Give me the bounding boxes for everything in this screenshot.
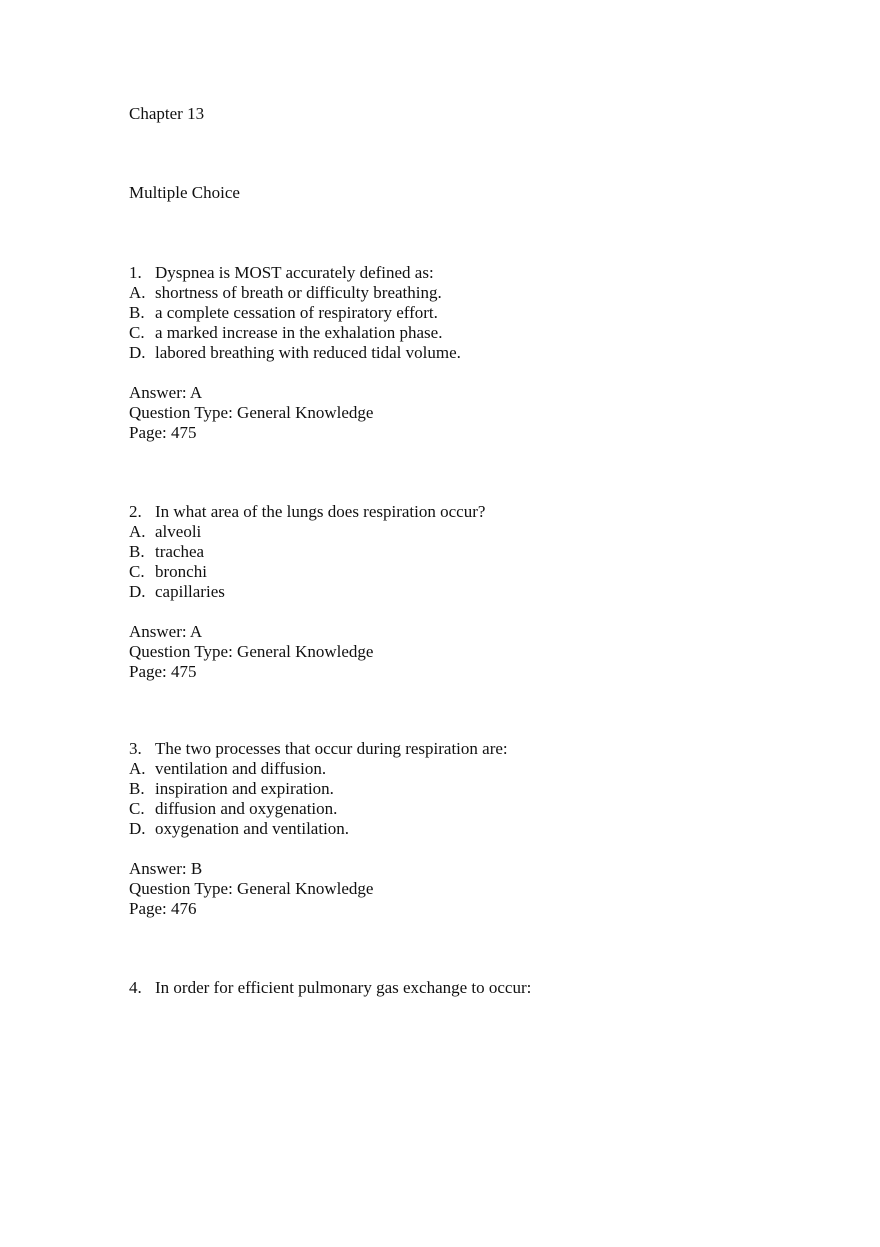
question-1 bbox=[129, 263, 461, 443]
answer-option bbox=[129, 759, 508, 779]
question-text: The two processes that occur during respiration are: bbox=[155, 739, 508, 758]
page-ref-label: Page: bbox=[129, 423, 167, 442]
option-letter: B. bbox=[129, 542, 145, 561]
page-ref-value: 475 bbox=[171, 423, 197, 442]
option-text: labored breathing with reduced tidal volume. bbox=[155, 343, 461, 362]
page-ref-label: Page: bbox=[129, 899, 167, 918]
option-letter: C. bbox=[129, 323, 145, 342]
answer-option bbox=[129, 582, 485, 602]
page-ref-label: Page: bbox=[129, 662, 167, 681]
option-text: ventilation and diffusion. bbox=[155, 759, 327, 778]
answer-option bbox=[129, 542, 485, 562]
answer-option bbox=[129, 779, 508, 799]
option-text: a complete cessation of respiratory effort. bbox=[155, 303, 438, 322]
page-ref-line bbox=[129, 662, 485, 682]
section-heading bbox=[129, 183, 240, 203]
question-type-label: Question Type: bbox=[129, 403, 233, 422]
question-type-line bbox=[129, 403, 461, 423]
option-text: trachea bbox=[155, 542, 205, 561]
option-letter: D. bbox=[129, 343, 146, 362]
question-number: 3. bbox=[129, 739, 142, 758]
question-type-line bbox=[129, 879, 508, 899]
question-type-value: General Knowledge bbox=[237, 642, 374, 661]
answer-value: B bbox=[190, 859, 203, 878]
answer-label: Answer: bbox=[129, 383, 187, 402]
question-type-label: Question Type: bbox=[129, 642, 233, 661]
option-letter: C. bbox=[129, 562, 145, 581]
page-ref-line bbox=[129, 899, 508, 919]
option-text: diffusion and oxygenation. bbox=[155, 799, 338, 818]
option-text: bronchi bbox=[155, 562, 207, 581]
question-text: In what area of the lungs does respiration occur? bbox=[155, 502, 486, 521]
question-type-label: Question Type: bbox=[129, 879, 233, 898]
answer-option bbox=[129, 819, 508, 839]
answer-value: A bbox=[189, 622, 203, 641]
chapter-title: Chapter 13 bbox=[129, 104, 205, 123]
option-text: capillaries bbox=[155, 582, 225, 601]
option-text: shortness of breath or difficulty breathing. bbox=[155, 283, 442, 302]
answer-option bbox=[129, 799, 508, 819]
option-letter: C. bbox=[129, 799, 145, 818]
question-text: In order for efficient pulmonary gas exchange to occur: bbox=[155, 978, 532, 997]
answer-option bbox=[129, 562, 485, 582]
answer-option bbox=[129, 323, 461, 343]
question-3 bbox=[129, 739, 508, 919]
answer-label: Answer: bbox=[129, 622, 187, 641]
question-number: 2. bbox=[129, 502, 142, 521]
question-number: 4. bbox=[129, 978, 142, 997]
question-2 bbox=[129, 502, 485, 682]
answer-line bbox=[129, 859, 508, 879]
option-letter: B. bbox=[129, 303, 145, 322]
page-ref-value: 476 bbox=[171, 899, 197, 918]
question-stem bbox=[129, 502, 485, 522]
question-type-line bbox=[129, 642, 485, 662]
answer-option bbox=[129, 522, 485, 542]
answer-option bbox=[129, 343, 461, 363]
answer-option bbox=[129, 303, 461, 323]
option-letter: D. bbox=[129, 819, 146, 838]
option-letter: A. bbox=[129, 759, 146, 778]
option-text: inspiration and expiration. bbox=[155, 779, 334, 798]
answer-line bbox=[129, 622, 485, 642]
option-letter: A. bbox=[129, 522, 146, 541]
question-stem bbox=[129, 263, 461, 283]
page-ref-line bbox=[129, 423, 461, 443]
option-letter: D. bbox=[129, 582, 146, 601]
section-title: Multiple Choice bbox=[129, 183, 240, 202]
question-type-value: General Knowledge bbox=[237, 879, 374, 898]
question-number: 1. bbox=[129, 263, 142, 282]
page-ref-value: 475 bbox=[171, 662, 197, 681]
question-text: Dyspnea is MOST accurately defined as: bbox=[155, 263, 434, 282]
option-text: oxygenation and ventilation. bbox=[155, 819, 350, 838]
question-stem bbox=[129, 739, 508, 759]
chapter-heading bbox=[129, 104, 204, 124]
answer-line bbox=[129, 383, 461, 403]
option-letter: B. bbox=[129, 779, 145, 798]
question-stem bbox=[129, 978, 531, 998]
answer-value: A bbox=[189, 383, 203, 402]
option-letter: A. bbox=[129, 283, 146, 302]
question-type-value: General Knowledge bbox=[237, 403, 374, 422]
question-4 bbox=[129, 978, 531, 998]
option-text: a marked increase in the exhalation phase. bbox=[155, 323, 443, 342]
answer-option bbox=[129, 283, 461, 303]
answer-label: Answer: bbox=[129, 859, 187, 878]
option-text: alveoli bbox=[155, 522, 202, 541]
